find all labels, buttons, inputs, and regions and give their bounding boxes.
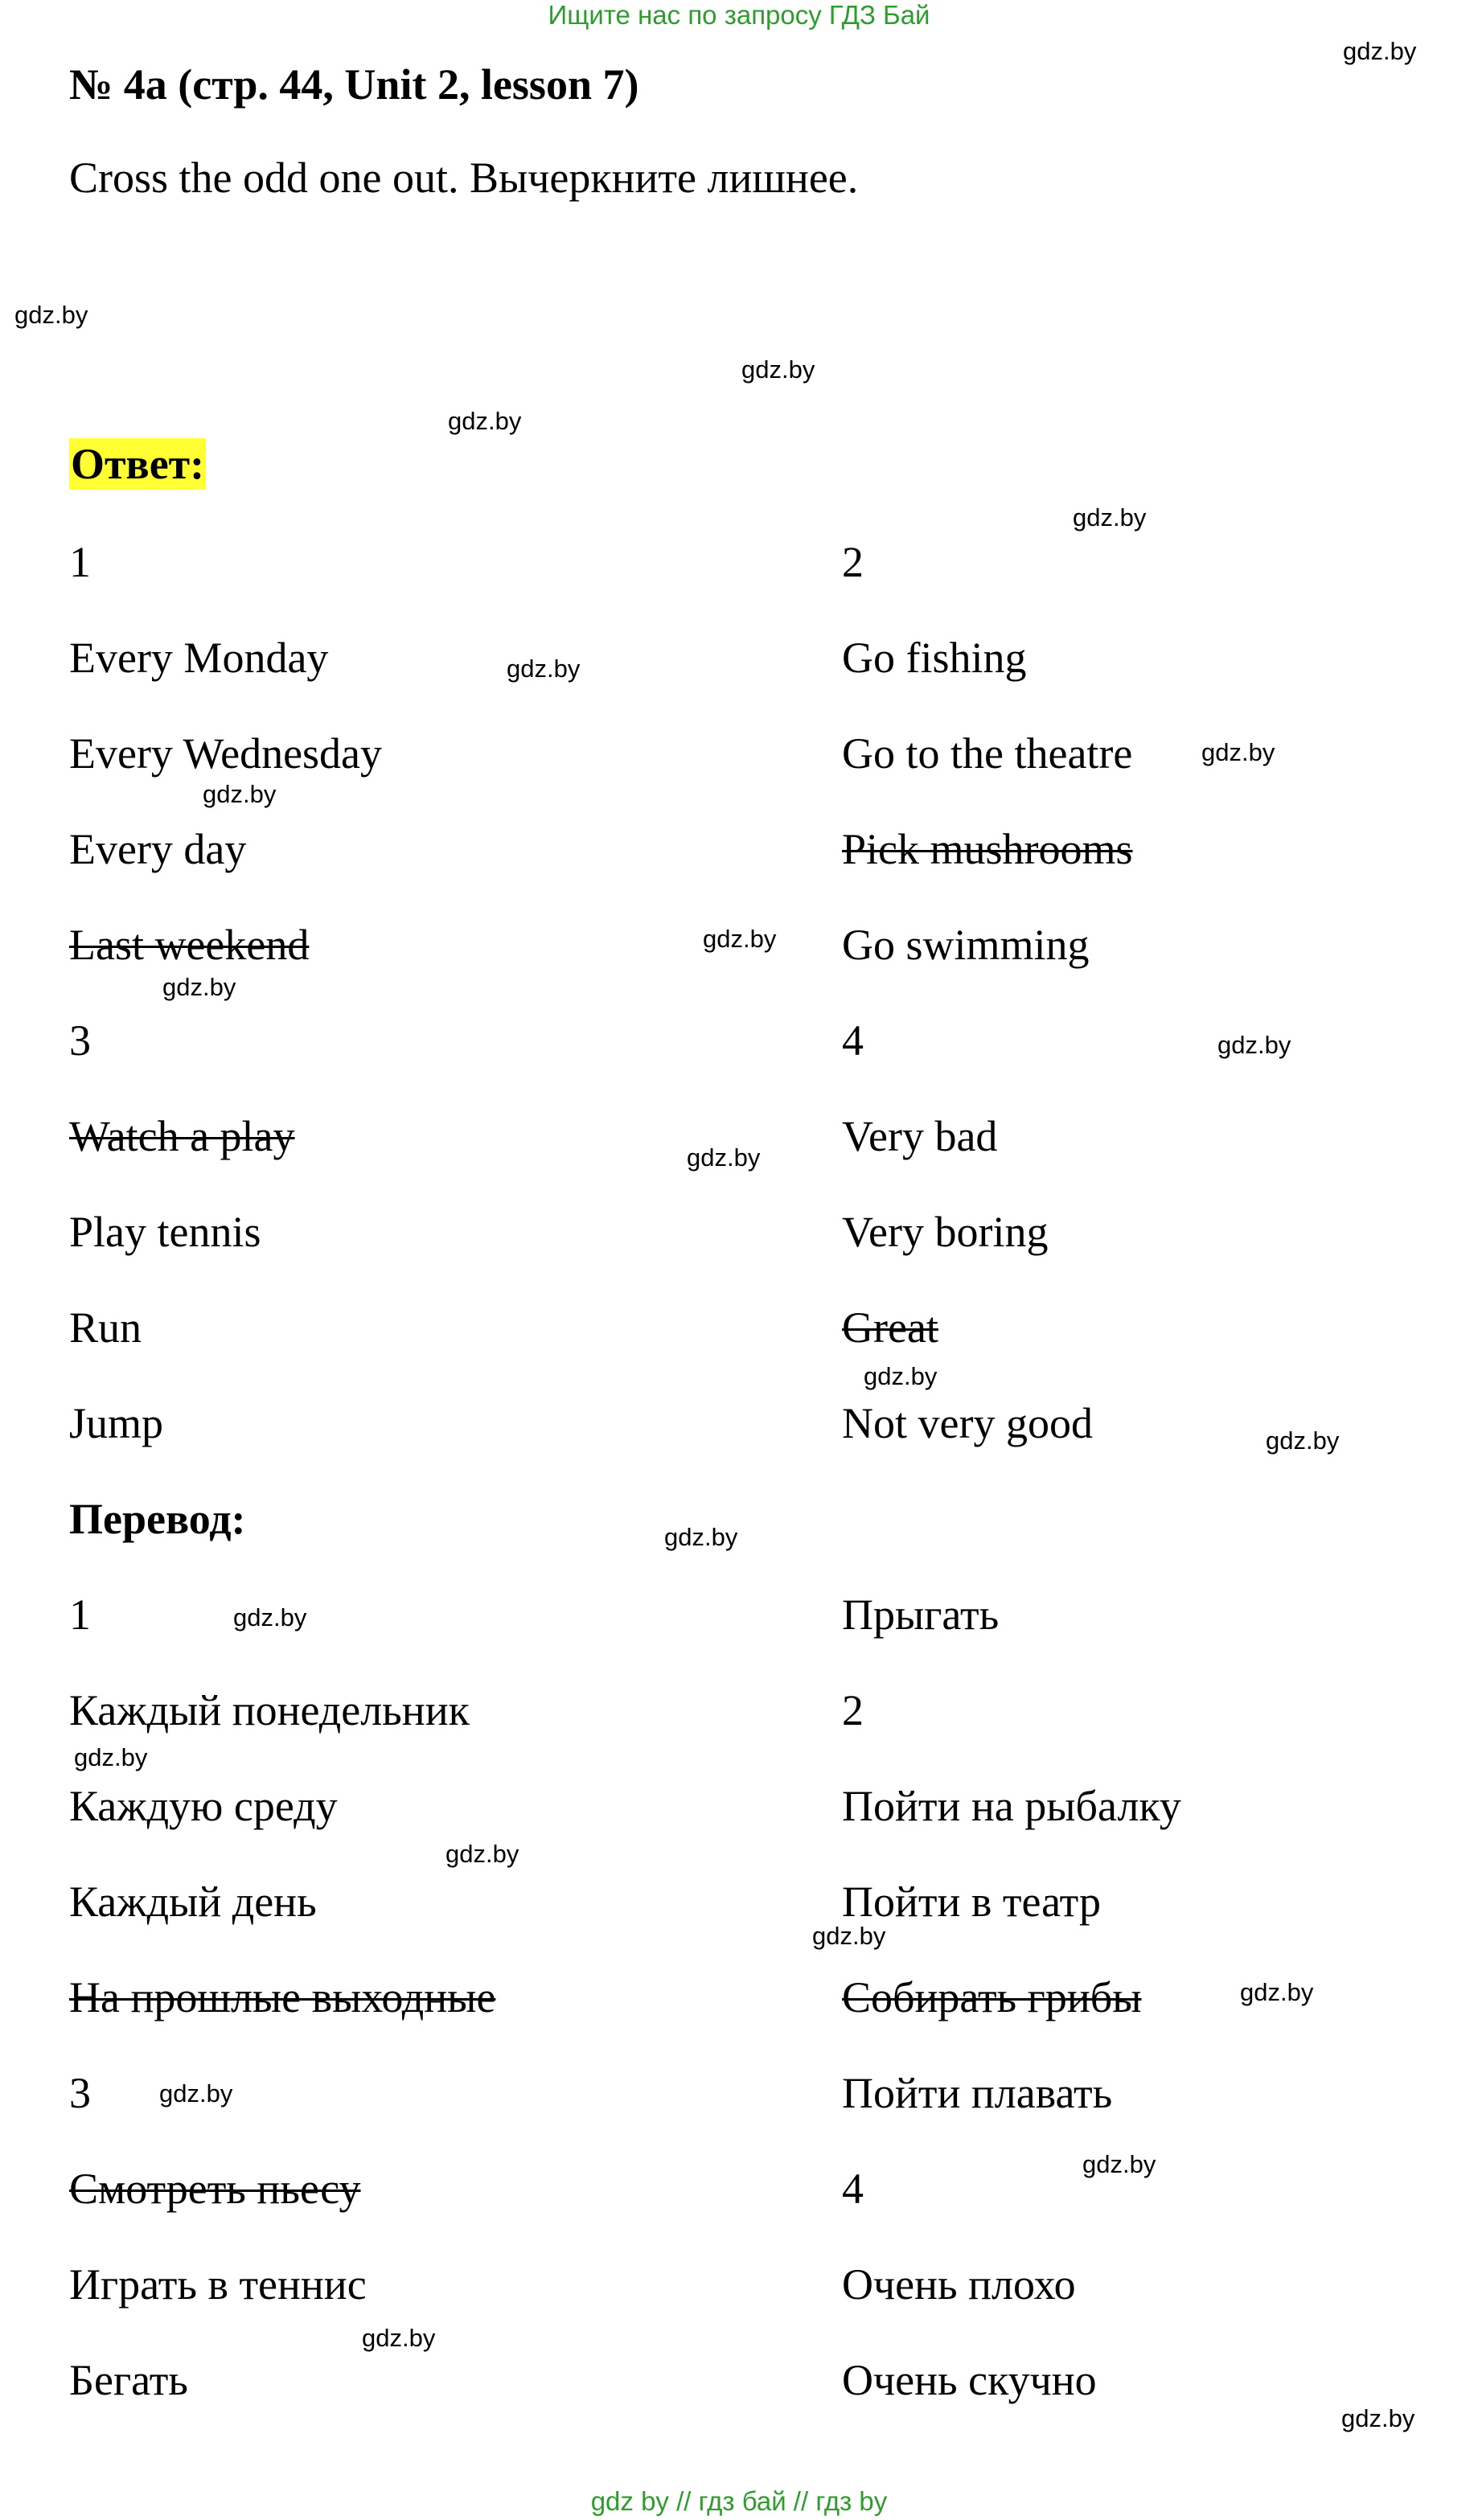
watermark: gdz.by [1341,2404,1415,2432]
watermark: gdz.by [864,1362,938,1390]
answer-left-item: Run [69,1303,142,1352]
watermark: gdz.by [812,1922,886,1950]
answer-heading [69,442,206,486]
page-title: № 4а (стр. 44, Unit 2, lesson 7) [69,60,639,109]
translation-right-item: 2 [842,1686,864,1734]
answer-right-item: Go swimming [842,921,1090,969]
watermark: gdz.by [1073,503,1147,531]
watermark: gdz.by [233,1603,307,1631]
answer-left-item: Jump [69,1399,164,1447]
watermark: gdz.by [703,925,777,953]
translation-right-item: Прыгать [842,1590,1000,1639]
answer-left-item-struck: Watch a play [69,1112,295,1160]
watermark: gdz.by [74,1743,148,1771]
watermark: gdz.by [159,2079,233,2108]
translation-left-item-struck: Смотреть пьесу [69,2165,361,2213]
answer-right-item: Very bad [842,1112,998,1160]
translation-right-item: Пойти в театр [842,1878,1101,1926]
answer-left-item: 3 [69,1016,91,1065]
translation-left-item: Каждый день [69,1878,317,1926]
answer-right-item: 2 [842,538,864,586]
translation-right-item: Очень скучно [842,2356,1097,2404]
translation-right-item: Очень плохо [842,2260,1076,2309]
watermark: gdz.by [448,407,522,435]
watermark: gdz.by [1266,1426,1340,1455]
translation-right-item-struck: Собирать грибы [842,1973,1142,2021]
answer-right-item-struck: Great [842,1303,938,1352]
answer-left-item: Every Monday [69,634,329,682]
watermark: gdz.by [162,973,236,1001]
watermark: gdz.by [507,655,581,683]
answer-right-item: Not very good [842,1399,1093,1447]
task-instruction: Cross the odd one out. Вычеркните лишнее. [69,154,859,202]
watermark: gdz.by [1343,37,1417,65]
translation-right-item: Пойти на рыбалку [842,1782,1181,1830]
watermark: gdz.by [362,2324,436,2352]
watermark: gdz.by [664,1523,738,1551]
answer-right-item: Go to the theatre [842,729,1133,778]
watermark: gdz.by [1201,738,1275,766]
answer-right-item: 4 [842,1016,864,1065]
watermark: gdz.by [741,355,815,384]
watermark: gdz.by [687,1143,761,1172]
watermark: gdz.by [1082,2150,1156,2178]
answer-left-item: Every Wednesday [69,729,383,778]
answer-right-item: Go fishing [842,634,1027,682]
watermark: gdz.by [1217,1031,1291,1059]
watermark: gdz.by [445,1840,519,1868]
translation-left-item: Бегать [69,2356,188,2404]
watermark: gdz.by [14,301,88,329]
answer-heading-label: Ответ: [71,440,205,488]
translation-left-item: 1 [69,1590,91,1639]
translation-left-item: Каждую среду [69,1782,338,1830]
footer-links[interactable]: gdz by // гдз бай // гдз by [590,2486,888,2516]
watermark: gdz.by [203,780,277,808]
top-search-note[interactable]: Ищите нас по запросу ГДЗ Бай [548,0,930,30]
answer-left-item: Play tennis [69,1208,261,1256]
translation-left-item: Каждый понедельник [69,1686,470,1734]
translation-right-item: 4 [842,2165,864,2213]
translation-left-item: 3 [69,2069,91,2117]
answer-left-item-struck: Last weekend [69,921,310,969]
answer-left-item: 1 [69,538,91,586]
translation-heading: Перевод: [69,1495,246,1543]
answer-left-item: Every day [69,825,247,873]
answer-right-item-struck: Pick mushrooms [842,825,1133,873]
translation-left-item: Играть в теннис [69,2260,367,2309]
translation-left-item-struck: На прошлые выходные [69,1973,496,2021]
translation-right-item: Пойти плавать [842,2069,1113,2117]
watermark: gdz.by [1240,1978,1314,2006]
answer-right-item: Very boring [842,1208,1049,1256]
